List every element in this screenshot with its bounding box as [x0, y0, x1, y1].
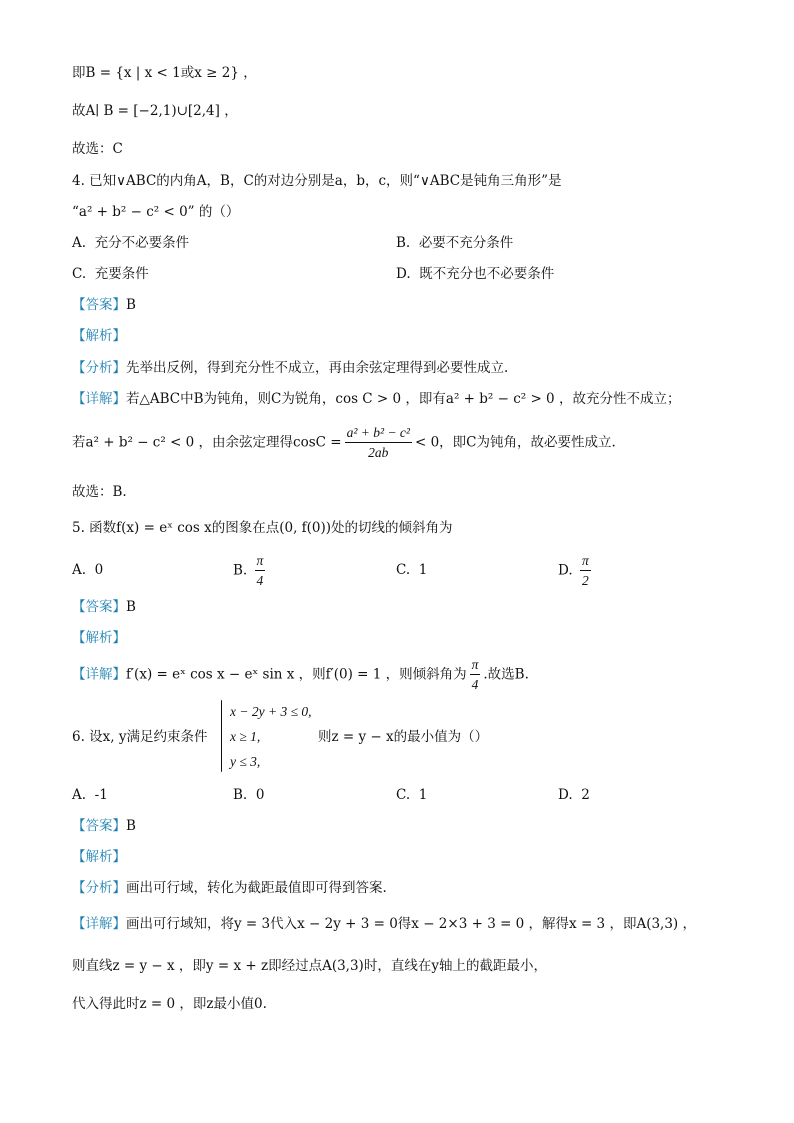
- answer-value: B: [126, 818, 136, 834]
- option-label: B.: [233, 562, 248, 579]
- xiangjie-tag: 【详解】: [72, 916, 126, 932]
- detail-text: 若△ABC中B为钝角，则C为锐角，cos C > 0 ，即有a² + b² − c² > 0 ，故充分性不成立；: [126, 391, 681, 407]
- question-4-stem: 4. 已知∨ABC的内角A，B，C的对边分别是a，b，c，则“∨ABC是钝角三角形”是: [72, 173, 562, 189]
- fraction-denominator: 2: [581, 573, 589, 589]
- q4-jiexi-line: [72, 330, 126, 344]
- fraction-denominator: 2ab: [368, 445, 389, 461]
- q6-option-b: [233, 789, 264, 803]
- fraction: [580, 553, 591, 589]
- jiexi-tag: 【解析】: [72, 630, 126, 646]
- option-text: 1: [418, 787, 428, 803]
- detail-text: f′(x) = eˣ cos x − eˣ sin x ，则f′(0) = 1 ，则倾斜角为: [126, 666, 467, 683]
- fraction-numerator: a² + b² − c²: [345, 425, 412, 443]
- answer-value: B: [126, 297, 136, 313]
- q4-final-choice: 故选：B.: [72, 484, 127, 500]
- fraction-numerator: π: [255, 553, 266, 571]
- analysis-text: 先举出反例，得到充分性不成立，再由余弦定理得到必要性成立.: [126, 360, 509, 376]
- q6-option-d: [558, 789, 590, 803]
- option-label: C.: [396, 787, 411, 803]
- jiexi-tag: 【解析】: [72, 849, 126, 865]
- answer-choice-line: 故选：C: [72, 141, 123, 157]
- q6-analysis-line: [72, 882, 387, 896]
- option-label: C.: [72, 266, 87, 282]
- option-label: A.: [72, 235, 87, 251]
- option-text: 1: [418, 562, 428, 578]
- option-text: 必要不充分条件: [418, 235, 514, 251]
- q6-option-a: [72, 789, 108, 803]
- detail-text: 画出可行域知，将y = 3代入x − 2y + 3 = 0得x − 2×3 + 3 = 0 ，解得x = 3 ，即A(3,3) ，: [126, 916, 696, 932]
- fraction: [255, 553, 266, 589]
- question-6-stem-a: 6. 设x, y满足约束条件: [72, 729, 208, 745]
- q5-option-d: [558, 553, 594, 589]
- q4-option-a: [72, 237, 189, 251]
- q4-analysis-line: [72, 362, 508, 376]
- option-text: 既不充分也不必要条件: [419, 266, 555, 282]
- fraction-numerator: π: [470, 657, 481, 675]
- q6-jiexi-line: [72, 851, 126, 865]
- option-label: B.: [233, 787, 248, 803]
- q4-detail-line-1: [72, 393, 680, 407]
- fenxi-tag: 【分析】: [72, 360, 126, 376]
- fraction-numerator: π: [580, 553, 591, 571]
- q4-option-b: [396, 237, 513, 251]
- option-text: -1: [94, 787, 108, 803]
- answer-tag: 【答案】: [72, 818, 126, 834]
- q4-option-d: [396, 268, 554, 282]
- xiangjie-tag: 【详解】: [72, 666, 126, 683]
- fraction-denominator: 4: [256, 573, 264, 589]
- fraction: [345, 425, 412, 461]
- q5-option-b: [233, 553, 268, 589]
- option-text: 0: [94, 562, 104, 578]
- q5-jiexi-line: [72, 632, 126, 646]
- option-label: C.: [396, 562, 411, 578]
- fraction: [470, 657, 481, 693]
- option-label: D.: [396, 266, 411, 282]
- answer-value: B: [126, 599, 136, 615]
- fraction-denominator: 4: [471, 677, 479, 693]
- fenxi-tag: 【分析】: [72, 880, 126, 896]
- option-label: A.: [72, 787, 87, 803]
- q6-detail-line-1: [72, 918, 696, 932]
- option-text: 0: [255, 787, 265, 803]
- option-label: B.: [396, 235, 411, 251]
- question-5-stem: 5. 函数f(x) = eˣ cos x的图象在点(0, f(0))处的切线的倾斜角为: [72, 520, 453, 536]
- option-label: D.: [558, 787, 573, 803]
- detail-text: .故选B.: [483, 666, 529, 683]
- detail-text: < 0，即C为钝角，故必要性成立.: [414, 434, 616, 451]
- xiangjie-tag: 【详解】: [72, 391, 126, 407]
- constraint-1: x − 2y + 3 ≤ 0,: [230, 704, 312, 719]
- solution-line-intersection: 故A∣ B = [−2,1)∪[2,4] ，: [72, 103, 238, 119]
- q5-option-c: [396, 564, 427, 578]
- answer-tag: 【答案】: [72, 297, 126, 313]
- question-4-condition: “a² + b² − c² < 0” 的（）: [72, 204, 240, 220]
- q5-answer-line: [72, 601, 136, 615]
- q4-detail-line-2: [72, 425, 616, 461]
- option-label: A.: [72, 562, 87, 578]
- constraint-system: [221, 700, 312, 772]
- jiexi-tag: 【解析】: [72, 328, 126, 344]
- q6-option-c: [396, 789, 427, 803]
- q5-option-a: [72, 564, 103, 578]
- constraint-2: x ≥ 1,: [230, 729, 261, 744]
- constraint-3: y ≤ 3,: [230, 754, 261, 769]
- q6-detail-line-2: 则直线z = y − x ，即y = x + z即经过点A(3,3)时，直线在y轴上的截距最小，: [72, 958, 547, 974]
- answer-tag: 【答案】: [72, 599, 126, 615]
- question-6-stem-b: 则z = y − x的最小值为（）: [318, 729, 489, 745]
- q4-option-c: [72, 268, 149, 282]
- q5-detail-line: [72, 657, 529, 693]
- option-label: D.: [558, 562, 573, 579]
- q6-detail-line-3: 代入得此时z = 0 ，即z最小值0.: [72, 996, 267, 1012]
- detail-text: 若a² + b² − c² < 0 ，由余弦定理得cosC =: [72, 434, 342, 451]
- q6-answer-line: [72, 820, 136, 834]
- q4-answer-line: [72, 299, 136, 313]
- option-text: 充分不必要条件: [94, 235, 190, 251]
- option-text: 充要条件: [94, 266, 149, 282]
- solution-line-set-b: 即B = {x | x < 1或x ≥ 2} ，: [72, 65, 257, 81]
- option-text: 2: [581, 787, 590, 803]
- analysis-text: 画出可行域，转化为截距最值即可得到答案.: [126, 880, 387, 896]
